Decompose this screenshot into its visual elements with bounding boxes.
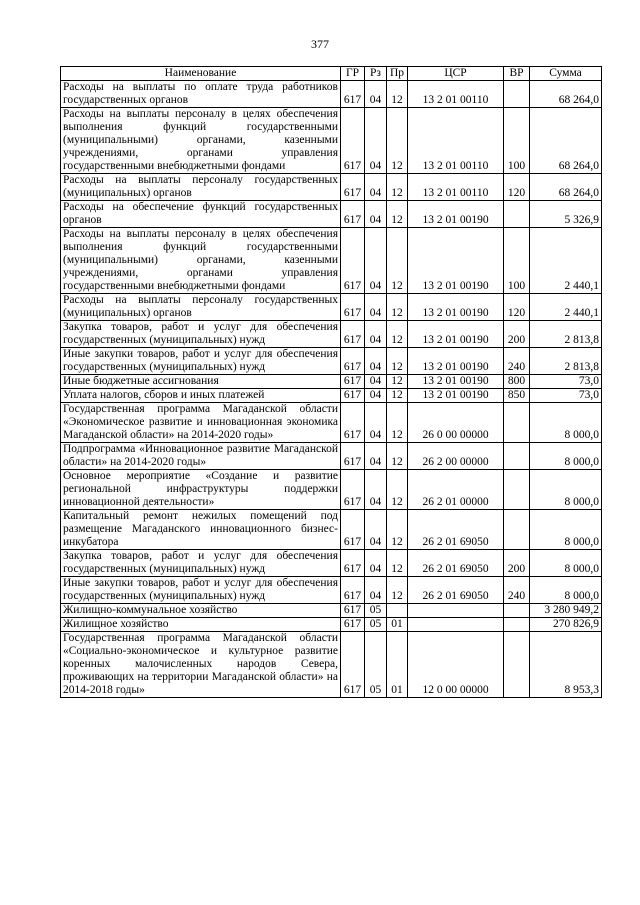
cell-rz: 04: [365, 81, 387, 108]
cell-gr: 617: [341, 389, 365, 403]
cell-sum: 2 440,1: [530, 294, 602, 321]
cell-pr: 01: [387, 618, 408, 632]
cell-csr: 13 2 01 00190: [408, 348, 504, 375]
cell-vr: 120: [504, 294, 530, 321]
cell-gr: 617: [341, 632, 365, 698]
cell-pr: 12: [387, 403, 408, 443]
cell-gr: 617: [341, 375, 365, 389]
cell-name: Расходы на выплаты персоналу в целях обеспечения выполнения функций государственными (муниципальными) органами, казенными учреждениями, органами управления государственными внебюджетными фондами: [61, 228, 341, 294]
cell-sum: 8 000,0: [530, 443, 602, 470]
cell-name: Расходы на выплаты персоналу в целях обеспечения выполнения функций государственными (муниципальными) органами, казенными учреждениями, органами управления государственными внебюджетными фондами: [61, 108, 341, 174]
page-number: 377: [311, 37, 329, 51]
table-row: [61, 375, 602, 389]
cell-csr: 26 2 01 69050: [408, 550, 504, 577]
header-rz: Рз: [365, 67, 387, 81]
cell-csr: 13 2 01 00190: [408, 201, 504, 228]
cell-vr: [504, 201, 530, 228]
cell-sum: 270 826,9: [530, 618, 602, 632]
cell-csr: 13 2 01 00190: [408, 228, 504, 294]
cell-sum: 2 440,1: [530, 228, 602, 294]
table-row: [61, 618, 602, 632]
cell-vr: 850: [504, 389, 530, 403]
cell-name: Расходы на обеспечение функций государственных органов: [61, 201, 341, 228]
cell-sum: 3 280 949,2: [530, 604, 602, 618]
table-row: [61, 228, 602, 294]
cell-pr: 12: [387, 174, 408, 201]
cell-name: Иные бюджетные ассигнования: [61, 375, 341, 389]
cell-gr: 617: [341, 348, 365, 375]
cell-csr: [408, 618, 504, 632]
cell-rz: 04: [365, 443, 387, 470]
cell-gr: 617: [341, 618, 365, 632]
cell-sum: 8 000,0: [530, 403, 602, 443]
cell-gr: 617: [341, 470, 365, 510]
cell-pr: 12: [387, 375, 408, 389]
cell-rz: 04: [365, 510, 387, 550]
table-row: [61, 294, 602, 321]
cell-vr: 200: [504, 550, 530, 577]
cell-pr: 12: [387, 321, 408, 348]
cell-vr: 200: [504, 321, 530, 348]
header-csr: ЦСР: [408, 67, 504, 81]
cell-name: Уплата налогов, сборов и иных платежей: [61, 389, 341, 403]
cell-rz: 05: [365, 604, 387, 618]
cell-sum: 8 000,0: [530, 550, 602, 577]
table-row: [61, 550, 602, 577]
cell-sum: 73,0: [530, 375, 602, 389]
cell-gr: 617: [341, 108, 365, 174]
cell-sum: 2 813,8: [530, 321, 602, 348]
cell-name: Государственная программа Магаданской области «Социально-экономическое и культурное развитие коренных малочисленных народов Севера, проживающих на территории Магаданской области» на 2014-2018 годы»: [61, 632, 341, 698]
cell-name: Иные закупки товаров, работ и услуг для обеспечения государственных (муниципальных) нужд: [61, 348, 341, 375]
cell-pr: 12: [387, 201, 408, 228]
cell-gr: 617: [341, 201, 365, 228]
cell-pr: 12: [387, 577, 408, 604]
cell-rz: 04: [365, 201, 387, 228]
cell-name: Государственная программа Магаданской области «Экономическое развитие и инновационная экономика Магаданской области» на 2014-2020 годы»: [61, 403, 341, 443]
cell-pr: [387, 604, 408, 618]
header-pr: Пр: [387, 67, 408, 81]
cell-gr: 617: [341, 228, 365, 294]
cell-csr: 26 2 00 00000: [408, 443, 504, 470]
cell-csr: 13 2 01 00110: [408, 108, 504, 174]
cell-vr: [504, 403, 530, 443]
cell-name: Капитальный ремонт нежилых помещений под размещение Магаданского инновационного бизнес-инкубатора: [61, 510, 341, 550]
cell-name: Расходы на выплаты персоналу государственных (муниципальных) органов: [61, 174, 341, 201]
cell-rz: 04: [365, 403, 387, 443]
cell-sum: 68 264,0: [530, 174, 602, 201]
cell-rz: 04: [365, 577, 387, 604]
cell-gr: 617: [341, 604, 365, 618]
cell-name: Основное мероприятие «Создание и развитие региональной инфраструктуры поддержки инновационной деятельности»: [61, 470, 341, 510]
cell-gr: 617: [341, 294, 365, 321]
cell-rz: 04: [365, 294, 387, 321]
cell-sum: 8 000,0: [530, 510, 602, 550]
table-row: [61, 108, 602, 174]
cell-gr: 617: [341, 550, 365, 577]
table-row: [61, 201, 602, 228]
cell-pr: 12: [387, 550, 408, 577]
cell-name: Расходы на выплаты персоналу государственных (муниципальных) органов: [61, 294, 341, 321]
table-body: [61, 81, 602, 698]
cell-rz: 04: [365, 389, 387, 403]
table-row: [61, 632, 602, 698]
cell-gr: 617: [341, 403, 365, 443]
cell-rz: 05: [365, 632, 387, 698]
table-row: [61, 443, 602, 470]
cell-csr: 13 2 01 00110: [408, 174, 504, 201]
cell-name: Закупка товаров, работ и услуг для обеспечения государственных (муниципальных) нужд: [61, 321, 341, 348]
cell-sum: 8 953,3: [530, 632, 602, 698]
cell-name: Жилищно-коммунальное хозяйство: [61, 604, 341, 618]
header-row: [61, 67, 602, 81]
table-header: [61, 67, 602, 81]
cell-rz: 04: [365, 228, 387, 294]
cell-gr: 617: [341, 577, 365, 604]
cell-sum: 2 813,8: [530, 348, 602, 375]
table-row: [61, 604, 602, 618]
header-name: Наименование: [61, 67, 341, 81]
header-sum: Сумма: [530, 67, 602, 81]
cell-vr: 240: [504, 577, 530, 604]
cell-csr: 26 2 01 69050: [408, 510, 504, 550]
cell-rz: 04: [365, 550, 387, 577]
cell-rz: 04: [365, 375, 387, 389]
cell-vr: 100: [504, 228, 530, 294]
cell-pr: 12: [387, 228, 408, 294]
cell-csr: 26 2 01 69050: [408, 577, 504, 604]
cell-vr: 120: [504, 174, 530, 201]
table-row: [61, 389, 602, 403]
cell-vr: [504, 618, 530, 632]
cell-name: Закупка товаров, работ и услуг для обеспечения государственных (муниципальных) нужд: [61, 550, 341, 577]
cell-rz: 05: [365, 618, 387, 632]
cell-vr: [504, 604, 530, 618]
cell-rz: 04: [365, 470, 387, 510]
cell-pr: 12: [387, 389, 408, 403]
cell-csr: 13 2 01 00190: [408, 294, 504, 321]
cell-vr: 800: [504, 375, 530, 389]
cell-csr: 26 2 01 00000: [408, 470, 504, 510]
cell-sum: 68 264,0: [530, 81, 602, 108]
cell-gr: 617: [341, 443, 365, 470]
cell-sum: 5 326,9: [530, 201, 602, 228]
cell-csr: [408, 604, 504, 618]
cell-name: Иные закупки товаров, работ и услуг для обеспечения государственных (муниципальных) нужд: [61, 577, 341, 604]
cell-vr: [504, 81, 530, 108]
cell-name: Подпрограмма «Инновационное развитие Магаданской области» на 2014-2020 годы»: [61, 443, 341, 470]
budget-table: [60, 66, 602, 698]
cell-rz: 04: [365, 174, 387, 201]
table-row: [61, 321, 602, 348]
cell-pr: 12: [387, 348, 408, 375]
cell-csr: 12 0 00 00000: [408, 632, 504, 698]
cell-rz: 04: [365, 108, 387, 174]
table-row: [61, 470, 602, 510]
table-row: [61, 81, 602, 108]
table-row: [61, 510, 602, 550]
cell-pr: 12: [387, 470, 408, 510]
cell-rz: 04: [365, 321, 387, 348]
cell-csr: 13 2 01 00190: [408, 321, 504, 348]
cell-sum: 68 264,0: [530, 108, 602, 174]
cell-vr: [504, 632, 530, 698]
cell-sum: 73,0: [530, 389, 602, 403]
cell-vr: 240: [504, 348, 530, 375]
table-row: [61, 577, 602, 604]
header-vr: ВР: [504, 67, 530, 81]
header-gr: ГР: [341, 67, 365, 81]
cell-gr: 617: [341, 81, 365, 108]
cell-vr: [504, 443, 530, 470]
table-row: [61, 174, 602, 201]
table-row: [61, 348, 602, 375]
cell-rz: 04: [365, 348, 387, 375]
cell-csr: 13 2 01 00190: [408, 389, 504, 403]
cell-pr: 12: [387, 443, 408, 470]
cell-vr: [504, 470, 530, 510]
cell-csr: 26 0 00 00000: [408, 403, 504, 443]
cell-vr: 100: [504, 108, 530, 174]
cell-pr: 12: [387, 510, 408, 550]
cell-sum: 8 000,0: [530, 577, 602, 604]
cell-pr: 12: [387, 81, 408, 108]
cell-name: Расходы на выплаты по оплате труда работников государственных органов: [61, 81, 341, 108]
cell-pr: 12: [387, 294, 408, 321]
table-row: [61, 403, 602, 443]
cell-pr: 12: [387, 108, 408, 174]
cell-csr: 13 2 01 00110: [408, 81, 504, 108]
cell-gr: 617: [341, 510, 365, 550]
cell-gr: 617: [341, 321, 365, 348]
cell-vr: [504, 510, 530, 550]
cell-sum: 8 000,0: [530, 470, 602, 510]
cell-name: Жилищное хозяйство: [61, 618, 341, 632]
cell-gr: 617: [341, 174, 365, 201]
cell-pr: 01: [387, 632, 408, 698]
cell-csr: 13 2 01 00190: [408, 375, 504, 389]
